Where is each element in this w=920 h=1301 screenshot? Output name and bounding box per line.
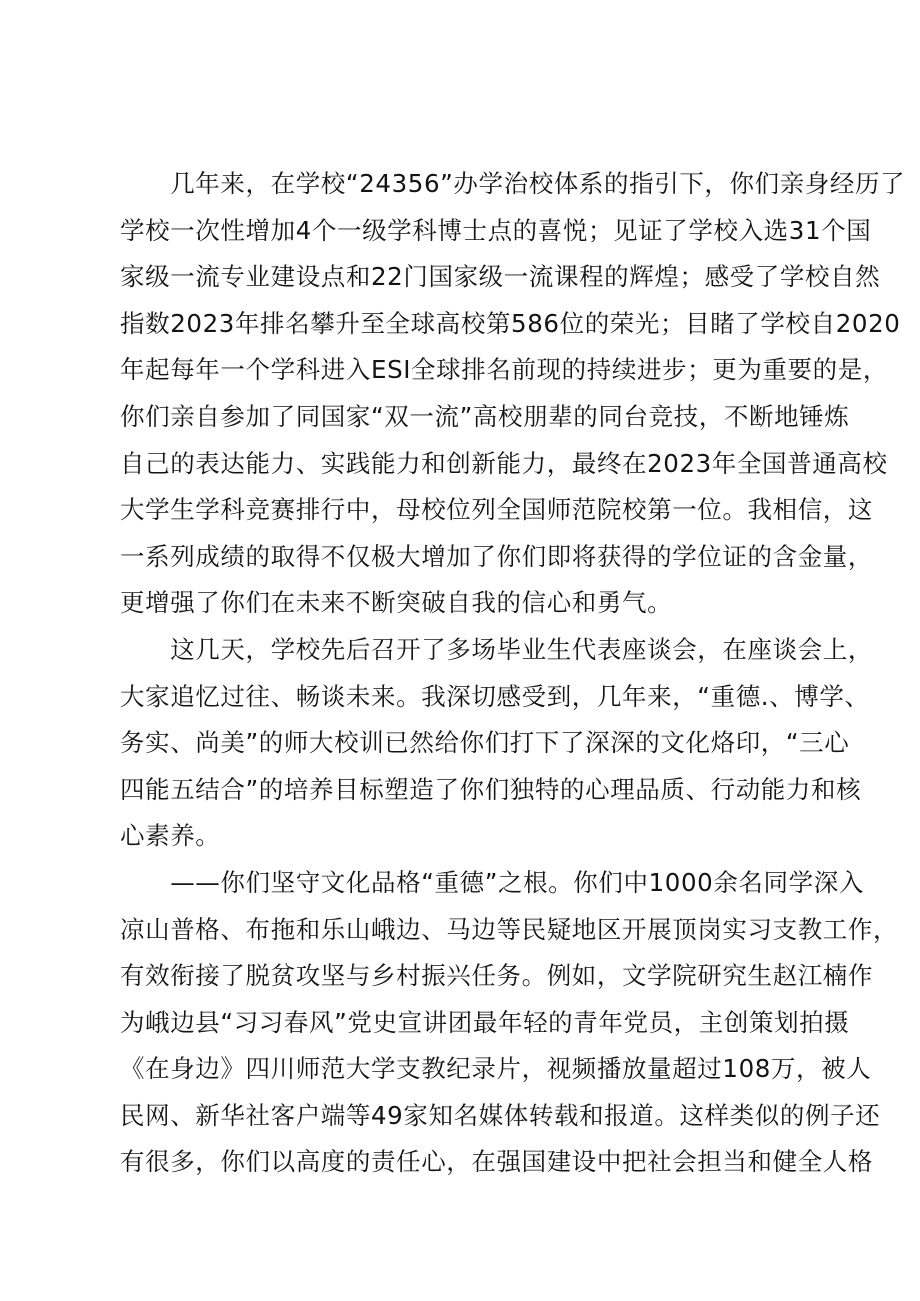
body-text (120, 161, 906, 1186)
text-line: 更增强了你们在未来不断突破自我的信心和勇气。 (120, 588, 673, 618)
text-line: 指数2023年排名攀升至全球高校第586位的荣光；目睹了学校自2020 (120, 308, 901, 338)
text-line: 年起每年一个学科进入ESI全球排名前现的持续进步；更为重要的是， (120, 355, 888, 385)
text-line: 一系列成绩的取得不仅极大增加了你们即将获得的学位证的含金量， (120, 541, 873, 571)
text-line: 大家追忆过往、畅谈未来。我深切感受到，几年来，“重德.、博学、 (120, 681, 870, 711)
text-line: 凉山普格、布拖和乐山峨边、马边等民疑地区开展顶岗实习支教工作， (120, 914, 899, 944)
text-line: 有效衔接了脱贫攻坚与乡村振兴任务。例如，文学院研究生赵江楠作 (120, 961, 873, 991)
text-line: 几年来，在学校“24356”办学治校体系的指引下，你们亲身经历了 (120, 169, 906, 198)
text-line: 家级一流专业建设点和22门国家级一流课程的辉煌；感受了学校自然 (120, 262, 881, 292)
text-line: 这几天，学校先后召开了多场毕业生代表座谈会，在座谈会上， (120, 634, 873, 664)
text-line: 《在身边》四川师范大学支教纪录片，视频播放量超过108万，被人 (120, 1054, 872, 1084)
text-line: 学校一次性增加4个一级学科博士点的喜悦；见证了学校入选31个国 (120, 215, 872, 245)
text-line: 四能五结合”的培养目标塑造了你们独特的心理品质、行动能力和核 (120, 774, 862, 804)
text-line: 大学生学科竞赛排行中，母校位列全国师范院校第一位。我相信，这 (120, 495, 873, 525)
text-line: ——你们坚守文化品格“重德”之根。你们中1000余名同学深入 (120, 867, 864, 897)
text-line: 为峨边县“习习春风”党史宣讲团最年轻的青年党员，主创策划拍摄 (120, 1007, 850, 1037)
text-line: 心素养。 (120, 821, 221, 851)
text-line: 有很多，你们以高度的责任心，在强国建设中把社会担当和健全人格 (120, 1147, 873, 1177)
text-line: 自己的表达能力、实践能力和创新能力，最终在2023年全国普通高校 (120, 448, 888, 478)
text-line: 你们亲自参加了同国家“双一流”高校朋辈的同台竞技，不断地锤炼 (120, 401, 850, 431)
text-line: 务实、尚美”的师大校训已然给你们打下了深深的文化烙印，“三心 (120, 728, 850, 758)
text-line: 民网、新华社客户端等49家知名媒体转载和报道。这样类似的例子还 (120, 1100, 881, 1130)
